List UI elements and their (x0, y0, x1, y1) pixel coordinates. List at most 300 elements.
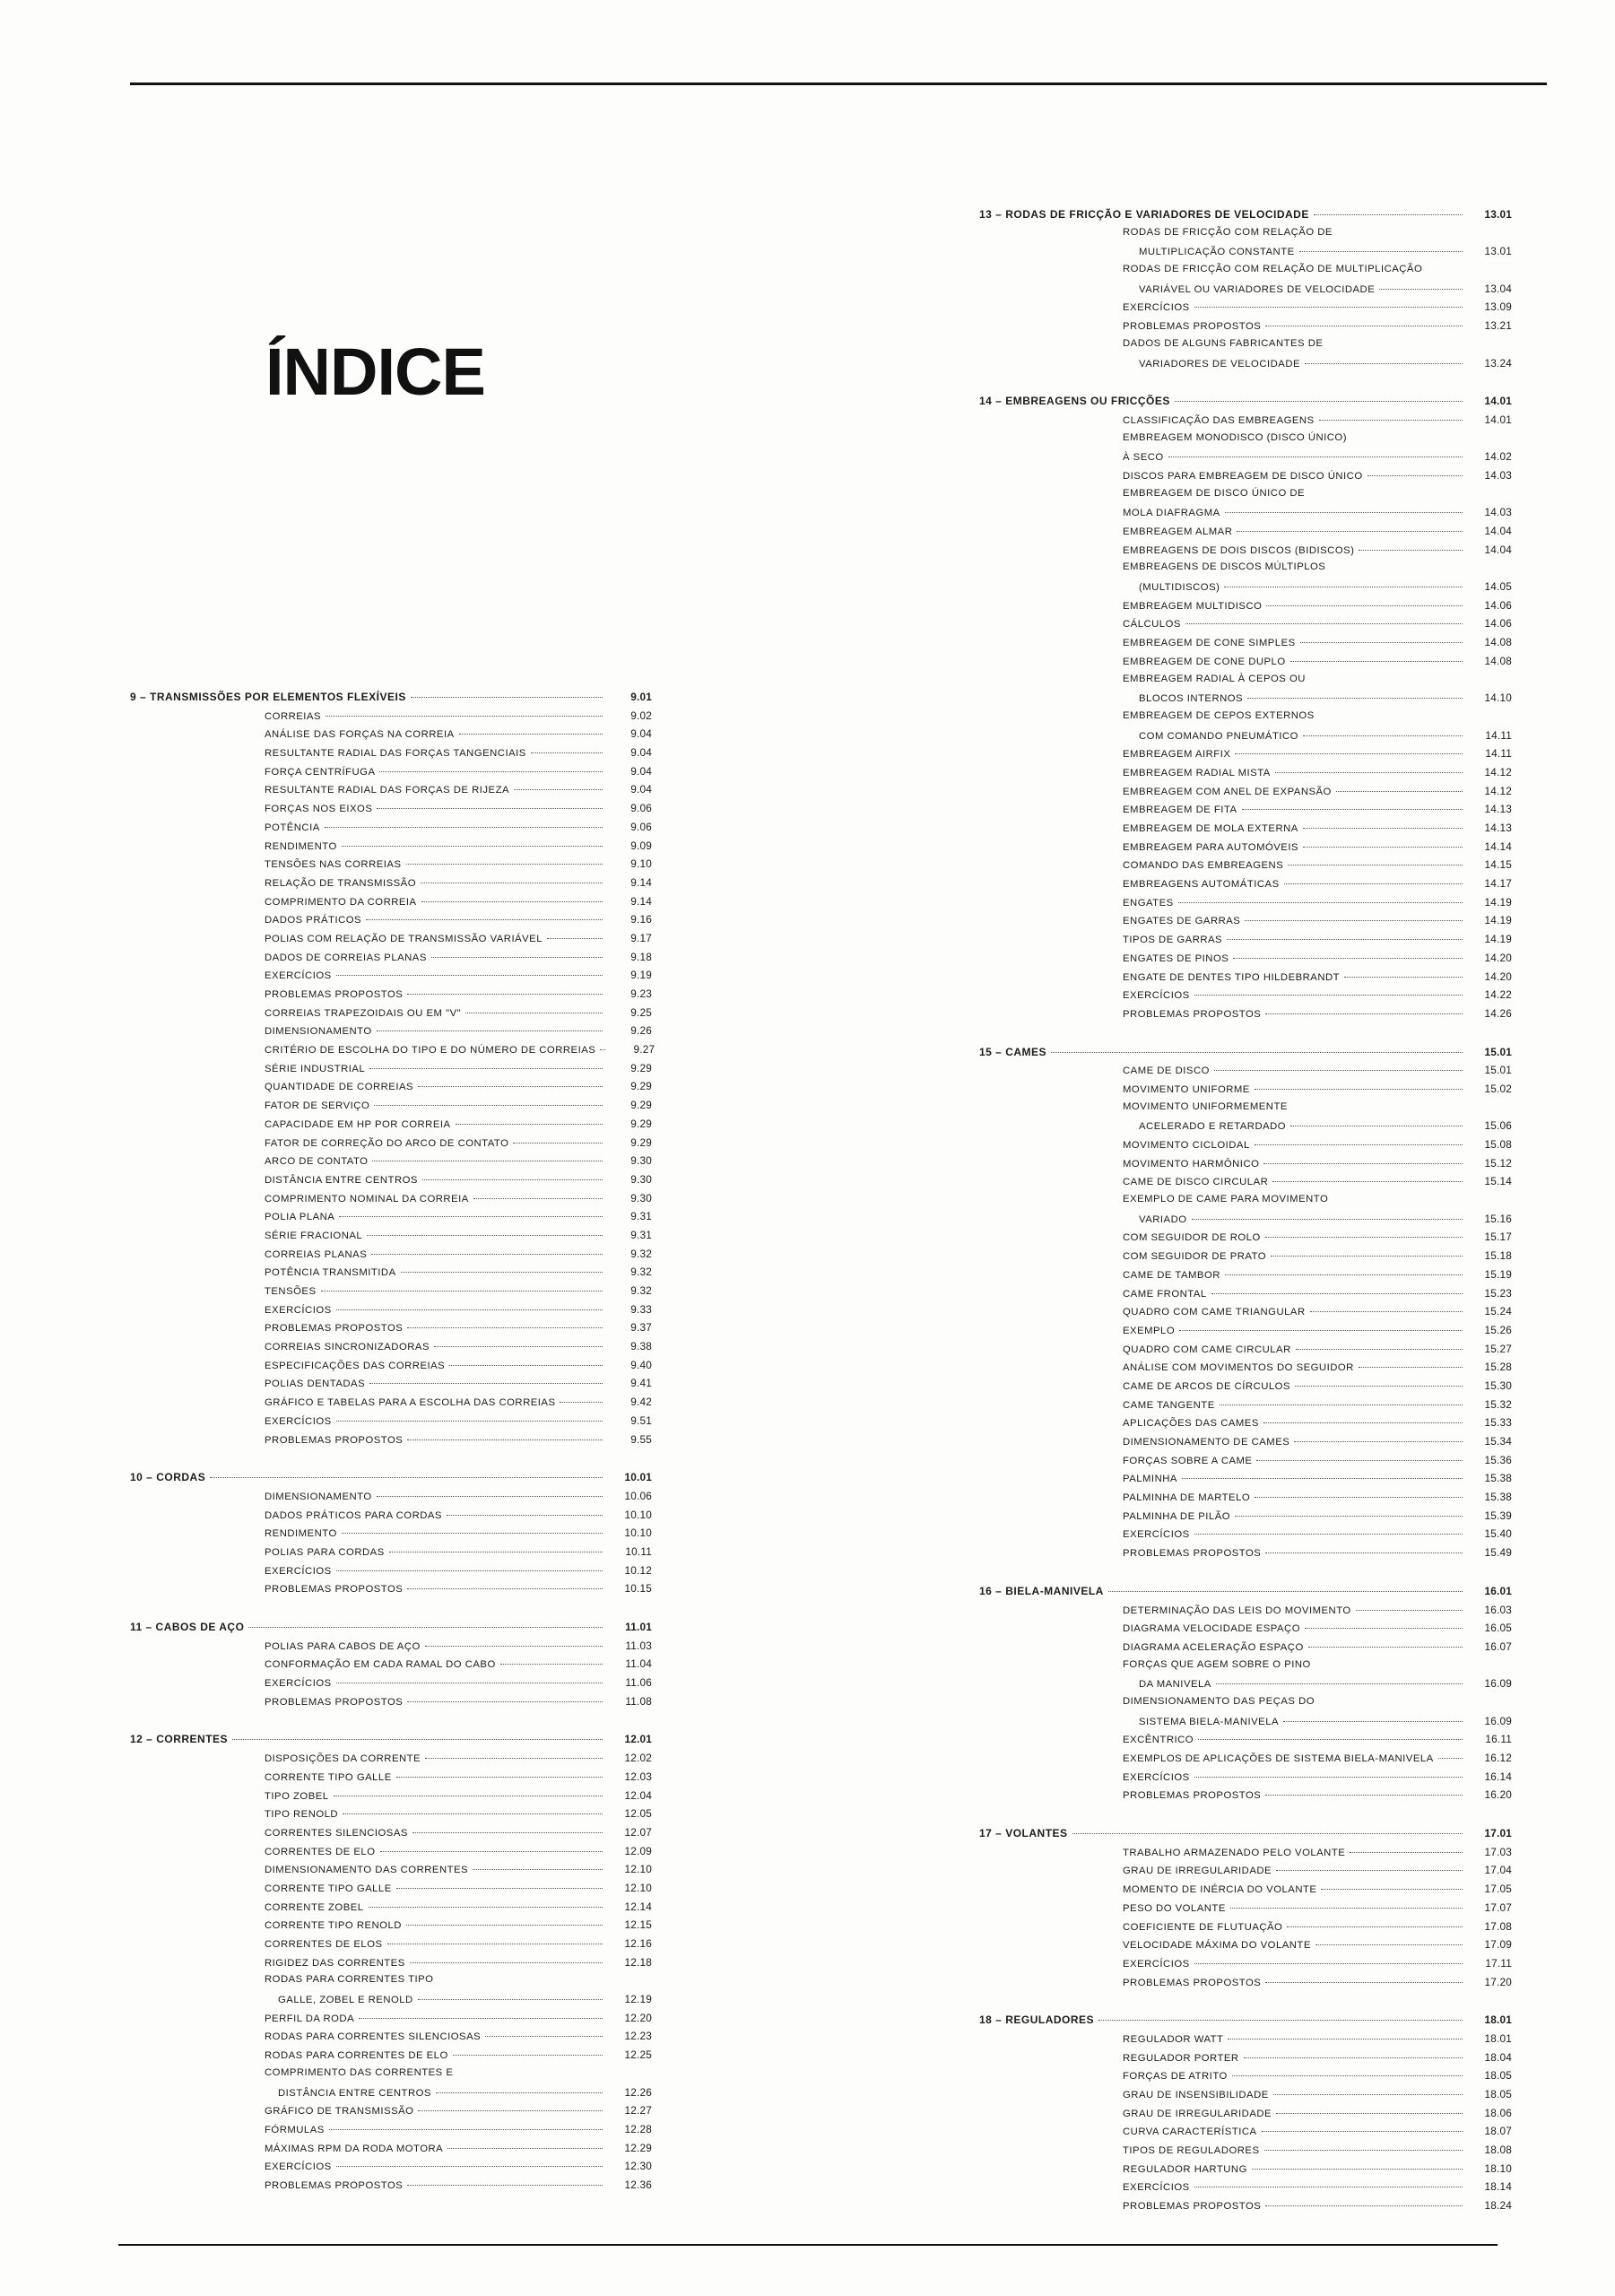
entry-title: EMBREAGEM MULTIDISCO (1123, 600, 1263, 612)
toc-entry (979, 1920, 1512, 1939)
entry-title: DADOS PRÁTICOS (265, 915, 362, 926)
toc-entry (130, 1900, 652, 1919)
dot-leader (1303, 735, 1463, 736)
dot-leader (1179, 1330, 1463, 1331)
toc-entry (979, 1509, 1512, 1528)
chapter-page-number: 10.01 (624, 1471, 652, 1484)
dot-leader (514, 789, 603, 790)
toc-entry (130, 876, 652, 895)
dot-leader (232, 1739, 603, 1740)
entry-title: RODAS PARA CORRENTES DE ELO (265, 2050, 448, 2062)
entry-title: EMBREAGEM DE DISCO ÚNICO DE (1123, 487, 1306, 499)
dot-leader (336, 2166, 603, 2167)
entry-title: GALLE, ZOBEL E RENOLD (278, 1995, 413, 2006)
entry-title: RODAS DE FRICÇÃO COM RELAÇÃO DE (1123, 226, 1333, 238)
dot-leader (1356, 1610, 1463, 1611)
dot-leader (1427, 268, 1463, 269)
toc-entry (130, 1695, 652, 1714)
dot-leader (339, 1216, 603, 1217)
entry-page-number: 9.31 (630, 1210, 652, 1223)
entry-page-number: 15.34 (1484, 1435, 1512, 1448)
toc-entry (979, 357, 1512, 376)
toc-entry (130, 783, 652, 802)
entry-page-number: 15.08 (1484, 1138, 1512, 1151)
dot-leader (1225, 1274, 1463, 1275)
toc-entry (979, 1604, 1512, 1622)
dot-leader (1194, 995, 1463, 996)
toc-entry (130, 802, 652, 821)
toc-entry (130, 765, 652, 784)
dot-leader (1216, 1683, 1463, 1684)
toc-entry (979, 544, 1512, 562)
entry-title: CORRENTE TIPO GALLE (265, 1883, 392, 1894)
toc-entry (130, 895, 652, 914)
entry-title: FÓRMULAS (265, 2124, 325, 2135)
dot-leader (457, 2072, 603, 2073)
entry-title: PROBLEMAS PROPOSTOS (265, 1696, 404, 1708)
toc-entry (979, 506, 1512, 525)
dot-leader (1185, 623, 1463, 624)
entry-title: PROBLEMAS PROPOSTOS (1123, 1977, 1262, 1988)
entry-page-number: 14.03 (1484, 468, 1512, 482)
entry-title: EXERCÍCIOS (1123, 1771, 1190, 1783)
toc-entry (979, 599, 1512, 618)
entry-page-number: 18.06 (1484, 2106, 1512, 2119)
entry-page-number: 17.07 (1484, 1900, 1512, 1914)
toc-entry (130, 913, 652, 932)
toc-chapter-heading (979, 208, 1512, 227)
dot-leader (1256, 1460, 1463, 1461)
entry-page-number: 16.07 (1484, 1639, 1512, 1653)
toc-entry (130, 1789, 652, 1808)
entry-page-number: 14.03 (1484, 506, 1512, 519)
entry-page-number: 14.19 (1484, 895, 1512, 909)
entry-title: REGULADOR WATT (1123, 2033, 1224, 2045)
toc-entry (130, 746, 652, 765)
entry-page-number: 14.08 (1484, 636, 1512, 649)
toc-entry (979, 1659, 1512, 1678)
toc-entry (979, 1379, 1512, 1398)
toc-entry (979, 2069, 1512, 2088)
entry-page-number: 9.37 (630, 1321, 652, 1335)
entry-title: MOLA DIAFRAGMA (1123, 508, 1220, 519)
toc-entry (130, 1545, 652, 1564)
entry-page-number: 14.04 (1484, 543, 1512, 556)
entry-page-number: 18.04 (1484, 2050, 1512, 2064)
toc-entry (979, 655, 1512, 674)
entry-page-number: 17.08 (1484, 1919, 1512, 1933)
entry-page-number: 9.14 (630, 894, 652, 908)
toc-entry (130, 1396, 652, 1414)
entry-title: COMPRIMENTO DA CORREIA (265, 896, 417, 908)
entry-page-number: 12.16 (624, 1937, 652, 1950)
entry-page-number: 12.36 (624, 2178, 652, 2191)
toc-entry (130, 1582, 652, 1601)
entry-page-number: 15.19 (1484, 1267, 1512, 1281)
toc-entry (979, 858, 1512, 877)
entry-title: TIPO RENOLD (265, 1809, 339, 1821)
entry-page-number: 12.23 (624, 2030, 652, 2043)
dot-leader (407, 1327, 603, 1328)
dot-leader (1262, 2131, 1463, 2132)
dot-leader (1232, 2075, 1463, 2076)
entry-page-number: 9.41 (630, 1377, 652, 1390)
dot-leader (1265, 1552, 1463, 1553)
toc-entry (130, 1770, 652, 1789)
entry-page-number: 14.17 (1484, 877, 1512, 891)
entry-page-number: 14.12 (1484, 784, 1512, 797)
entry-title: VELOCIDADE MÁXIMA DO VOLANTE (1123, 1940, 1311, 1952)
toc-chapter-heading (979, 1046, 1512, 1065)
entry-page-number: 15.39 (1484, 1509, 1512, 1522)
dot-leader (449, 1365, 603, 1366)
entry-title: EMBREAGEM DE CONE SIMPLES (1123, 638, 1296, 649)
entry-title: EMBREAGEM DE FITA (1123, 804, 1237, 816)
entry-title: EXERCÍCIOS (1123, 1958, 1190, 1970)
entry-title: CORRENTES SILENCIOSAS (265, 1827, 408, 1839)
toc-entry (979, 1472, 1512, 1491)
toc-entry (130, 2048, 652, 2067)
toc-entry (130, 2142, 652, 2161)
toc-entry (979, 264, 1512, 283)
chapter-page-number: 13.01 (1484, 208, 1512, 221)
entry-page-number: 13.04 (1484, 282, 1512, 295)
toc-entry (979, 1157, 1512, 1176)
entry-page-number: 14.04 (1484, 525, 1512, 537)
toc-entry (130, 1229, 652, 1248)
toc-entry (979, 1976, 1512, 1995)
entry-page-number: 15.36 (1484, 1453, 1512, 1466)
dot-leader (1299, 251, 1463, 252)
toc-entry (979, 1343, 1512, 1361)
dot-leader (1321, 1889, 1463, 1890)
toc-entry (979, 1454, 1512, 1473)
entry-page-number: 9.29 (630, 1117, 652, 1130)
entry-page-number: 14.19 (1484, 933, 1512, 946)
entry-page-number: 14.12 (1484, 765, 1512, 778)
entry-title: RELAÇÃO DE TRANSMISSÃO (265, 877, 416, 889)
chapter-page-number: 9.01 (630, 691, 652, 703)
toc-entry (979, 1398, 1512, 1417)
toc-entry (979, 1696, 1512, 1715)
dot-leader (374, 1105, 603, 1106)
entry-page-number: 14.11 (1485, 747, 1512, 761)
toc-entry (130, 1845, 652, 1864)
dot-leader (1098, 2020, 1463, 2021)
entry-title: COMPRIMENTO DAS CORRENTES E (265, 2066, 454, 2078)
entry-title: CORREIAS TRAPEZOIDAIS OU EM "V" (265, 1007, 462, 1019)
toc-entry (979, 2125, 1512, 2144)
entry-title: REGULADOR HARTUNG (1123, 2163, 1247, 2175)
entry-title: APLICAÇÕES DAS CAMES (1123, 1418, 1259, 1430)
toc-entry (130, 1062, 652, 1081)
toc-column-right (979, 208, 1512, 2238)
dot-leader (401, 1272, 603, 1273)
entry-page-number: 17.03 (1484, 1845, 1512, 1858)
dot-leader (1327, 343, 1463, 344)
chapter-page-number: 18.01 (1484, 2013, 1512, 2027)
entry-page-number: 9.55 (630, 1432, 652, 1446)
dot-leader (1225, 512, 1463, 513)
entry-page-number: 13.09 (1484, 300, 1512, 314)
toc-entry (979, 1138, 1512, 1157)
entry-title: PROBLEMAS PROPOSTOS (265, 989, 404, 1000)
dot-leader (406, 1925, 603, 1926)
entry-page-number: 9.18 (630, 950, 652, 963)
toc-entry (130, 951, 652, 970)
entry-page-number: 16.09 (1484, 1714, 1512, 1727)
toc-entry (979, 300, 1512, 319)
entry-page-number: 15.32 (1484, 1397, 1512, 1411)
toc-entry (979, 1119, 1512, 1138)
entry-page-number: 12.18 (624, 1955, 652, 1969)
toc-entry (979, 580, 1512, 599)
chapter-page-number: 12.01 (624, 1733, 652, 1746)
toc-entry (979, 617, 1512, 636)
toc-entry (130, 1807, 652, 1826)
toc-entry (130, 1657, 652, 1676)
entry-title: EMBREAGEM DE MOLA EXTERNA (1123, 823, 1298, 834)
dot-leader (1294, 1441, 1463, 1442)
entry-page-number: 14.22 (1484, 988, 1512, 1002)
entry-title: CRITÉRIO DE ESCOLHA DO TIPO E DO NÚMERO DE CORREIAS (265, 1045, 596, 1057)
entry-title: PALMINHA DE PILÃO (1123, 1510, 1231, 1522)
entry-title: TIPO ZOBEL (265, 1790, 329, 1802)
entry-title: DIAGRAMA ACELERAÇÃO ESPAÇO (1123, 1641, 1304, 1653)
entry-title: DADOS DE CORREIAS PLANAS (265, 952, 427, 963)
entry-title: EMBREAGEM PARA AUTOMÓVEIS (1123, 841, 1299, 853)
dot-leader (1273, 2094, 1463, 2095)
entry-page-number: 14.13 (1484, 822, 1512, 834)
entry-page-number: 14.26 (1484, 1006, 1512, 1020)
entry-page-number: 14.11 (1485, 728, 1512, 742)
dot-leader (412, 1832, 603, 1833)
toc-entry (979, 1622, 1512, 1640)
dot-leader (473, 1198, 603, 1199)
toc-entry (979, 1007, 1512, 1026)
dot-leader (1303, 847, 1463, 848)
dot-leader (379, 771, 603, 772)
entry-title: POLIAS COM RELAÇÃO DE TRANSMISSÃO VARIÁVEL (265, 933, 543, 944)
dot-leader (1072, 1833, 1463, 1834)
entry-title: VARIADO (1139, 1213, 1187, 1225)
chapter-title: 10 – CORDAS (130, 1471, 206, 1484)
dot-leader (1351, 437, 1463, 438)
toc-entry (130, 1918, 652, 1937)
dot-leader (1333, 1198, 1463, 1199)
entry-page-number: 12.09 (624, 1844, 652, 1857)
toc-entry (130, 987, 652, 1006)
toc-chapter-heading (130, 1733, 652, 1752)
entry-page-number: 18.10 (1484, 2161, 1512, 2175)
entry-title: EXERCÍCIOS (1123, 302, 1190, 314)
toc-entry (130, 1564, 652, 1583)
toc-entry (979, 1249, 1512, 1268)
entry-title: FORÇAS DE ATRITO (1123, 2071, 1228, 2083)
toc-entry (979, 1305, 1512, 1324)
toc-entry (130, 1509, 652, 1527)
toc-entry (979, 1640, 1512, 1659)
toc-chapter (130, 1733, 652, 2196)
toc-entry (979, 1268, 1512, 1287)
entry-page-number: 18.24 (1484, 2199, 1512, 2213)
entry-page-number: 15.02 (1484, 1082, 1512, 1095)
entry-title: SISTEMA BIELA-MANIVELA (1139, 1716, 1280, 1727)
toc-entry (130, 1210, 652, 1229)
entry-page-number: 15.26 (1484, 1323, 1512, 1336)
entry-page-number: 12.02 (624, 1752, 652, 1765)
toc-chapter-heading (130, 1471, 652, 1490)
entry-title: EMBREAGEM AIRFIX (1123, 749, 1231, 761)
chapter-title: 16 – BIELA-MANIVELA (979, 1584, 1104, 1597)
toc-chapter-heading (979, 395, 1512, 413)
entry-title: FORÇA CENTRÍFUGA (265, 766, 376, 778)
toc-entry (979, 877, 1512, 896)
toc-entry (130, 1882, 652, 1900)
dot-leader (1265, 1013, 1463, 1014)
toc-entry (979, 1231, 1512, 1249)
entry-page-number: 12.05 (624, 1807, 652, 1821)
entry-page-number: 10.10 (624, 1508, 652, 1521)
dot-leader (380, 1851, 603, 1852)
dot-leader (1305, 363, 1463, 364)
toc-entry (979, 1101, 1512, 1120)
entry-title: VARIADORES DE VELOCIDADE (1139, 358, 1301, 370)
dot-leader (1227, 939, 1463, 940)
toc-entry (979, 1677, 1512, 1696)
entry-title: GRAU DE INSENSIBILIDADE (1123, 2090, 1269, 2100)
dot-leader (547, 938, 603, 939)
entry-title: SÉRIE FRACIONAL (265, 1230, 363, 1241)
toc-entry (130, 1173, 652, 1192)
entry-page-number: 15.24 (1484, 1305, 1512, 1318)
chapter-title: 13 – RODAS DE FRICÇÃO E VARIADORES DE VELOCIDADE (979, 208, 1309, 221)
dot-leader (434, 1346, 603, 1347)
dot-leader (1194, 1963, 1463, 1964)
entry-title: PESO DO VOLANTE (1123, 1902, 1226, 1914)
dot-leader (343, 1813, 603, 1814)
dot-leader (336, 1309, 603, 1310)
entry-title: COM SEGUIDOR DE ROLO (1123, 1232, 1261, 1244)
entry-title: POLIAS PARA CORDAS (265, 1546, 385, 1558)
entry-page-number: 9.10 (630, 857, 652, 871)
entry-page-number: 15.33 (1484, 1416, 1512, 1430)
dot-leader (359, 2018, 603, 2019)
toc-entry (130, 1526, 652, 1545)
dot-leader (407, 2185, 603, 2186)
entry-page-number: 9.19 (630, 969, 652, 982)
entry-page-number: 15.49 (1484, 1546, 1512, 1560)
entry-title: CAME DE TAMBOR (1123, 1269, 1220, 1281)
toc-entry (979, 1324, 1512, 1343)
entry-title: ANÁLISE COM MOVIMENTOS DO SEGUIDOR (1123, 1362, 1354, 1374)
entry-title: EXEMPLO (1123, 1325, 1176, 1336)
toc-entry (979, 803, 1512, 822)
toc-entry (979, 674, 1512, 692)
toc-entry (979, 2051, 1512, 2070)
dot-leader (1255, 1497, 1463, 1498)
dot-leader (248, 1627, 603, 1628)
toc-entry (979, 1194, 1512, 1213)
entry-title: PROBLEMAS PROPOSTOS (1123, 1790, 1262, 1802)
toc-entry (130, 1192, 652, 1211)
dot-leader (1255, 1144, 1463, 1145)
entry-title: DISTÂNCIA ENTRE CENTROS (265, 1174, 418, 1186)
dot-leader (325, 827, 603, 828)
dot-leader (1265, 1237, 1463, 1238)
entry-title: DISCOS PARA EMBREAGEM DE DISCO ÚNICO (1123, 470, 1363, 482)
entry-title: EXEMPLOS DE APLICAÇÕES DE SISTEMA BIELA-MANIVELA (1123, 1753, 1434, 1764)
toc-entry (979, 413, 1512, 432)
dot-leader (1368, 475, 1463, 476)
entry-page-number: 9.29 (630, 1061, 652, 1074)
entry-title: CAME DE ARCOS DE CÍRCULOS (1123, 1380, 1291, 1392)
entry-title: EMBREAGEM COM ANEL DE EXPANSÃO (1123, 786, 1332, 797)
entry-page-number: 17.20 (1484, 1975, 1512, 1988)
entry-title: ANÁLISE DAS FORÇAS NA CORREIA (265, 729, 455, 741)
toc-entry (130, 2179, 652, 2197)
top-rule (130, 83, 1547, 85)
entry-page-number: 9.06 (630, 802, 652, 815)
dot-leader (1244, 2057, 1463, 2058)
dot-leader (1194, 1534, 1463, 1535)
toc-entry (130, 1248, 652, 1266)
dot-leader (531, 752, 603, 753)
entry-page-number: 17.04 (1484, 1864, 1512, 1877)
dot-leader (1309, 492, 1463, 493)
entry-page-number: 9.26 (630, 1024, 652, 1038)
dot-leader (1211, 1293, 1463, 1294)
toc-entry (979, 1175, 1512, 1194)
entry-page-number: 12.04 (624, 1788, 652, 1802)
entry-page-number: 12.20 (624, 2011, 652, 2024)
entry-title: DISTÂNCIA ENTRE CENTROS (278, 2087, 431, 2099)
dot-leader (425, 1758, 603, 1759)
entry-page-number: 12.15 (624, 1918, 652, 1932)
toc-entry (130, 1265, 652, 1284)
toc-chapter (130, 1471, 652, 1601)
entry-title: GRÁFICO DE TRANSMISSÃO (265, 2106, 414, 2118)
dot-leader (369, 1383, 603, 1384)
toc-entry (979, 2180, 1512, 2199)
chapter-title: 11 – CABOS DE AÇO (130, 1621, 245, 1633)
toc-entry (979, 319, 1512, 338)
entry-title: CAME FRONTAL (1123, 1288, 1207, 1300)
entry-page-number: 16.14 (1484, 1770, 1512, 1783)
toc-column-left (130, 691, 656, 2217)
entry-page-number: 18.08 (1484, 2144, 1512, 2157)
entry-title: CORREIAS (265, 710, 322, 722)
dot-leader (418, 1086, 603, 1087)
dot-leader (407, 1701, 603, 1702)
entry-title: PROBLEMAS PROPOSTOS (1123, 1548, 1262, 1560)
dot-leader (1237, 531, 1463, 532)
entry-page-number: 15.06 (1484, 1119, 1512, 1133)
dot-leader (1235, 753, 1463, 754)
toc-chapter-heading (979, 1585, 1512, 1604)
entry-page-number: 16.09 (1484, 1677, 1512, 1691)
toc-entry (979, 2199, 1512, 2218)
toc-entry (979, 691, 1512, 710)
toc-entry (979, 450, 1512, 469)
toc-chapter (979, 1585, 1512, 1807)
toc-entry (979, 840, 1512, 859)
entry-page-number: 12.19 (624, 1993, 652, 2006)
entry-title: EMBREAGEM RADIAL MISTA (1123, 767, 1271, 778)
toc-entry (130, 1359, 652, 1378)
entry-page-number: 14.15 (1484, 858, 1512, 872)
dot-leader (513, 1143, 603, 1144)
